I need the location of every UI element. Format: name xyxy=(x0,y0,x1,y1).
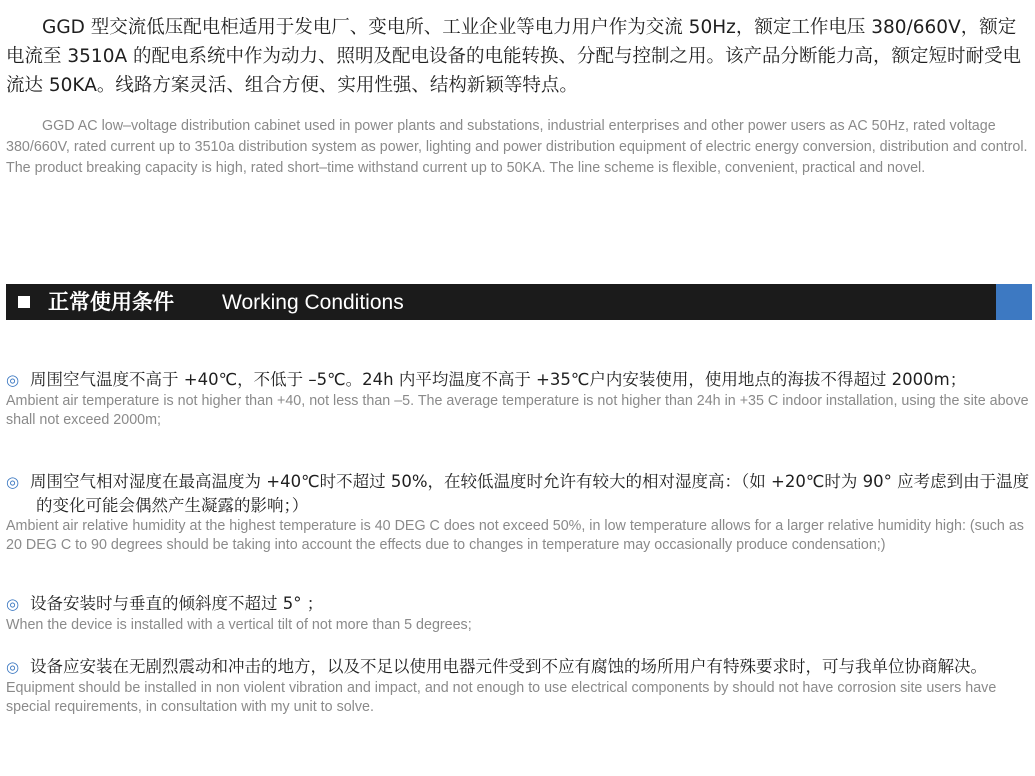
section-header xyxy=(6,284,1032,320)
condition-cn-text: 设备应安装在无剧烈震动和冲击的地方，以及不足以使用电器元件受到不应有腐蚀的场所用户有特殊要求时，可与我单位协商解决。 xyxy=(30,657,987,676)
condition-cn-text: 设备安装时与垂直的倾斜度不超过 5° ； xyxy=(30,594,324,613)
condition-en: Equipment should be installed in non violent vibration and impact, and not enough to use electrical components by should not have corrosion site users have special requirements, in consultation with my unit to solve. xyxy=(6,680,997,715)
circle-bullet-icon: ◎ xyxy=(6,371,20,389)
condition-cn-text: 周围空气温度不高于 +40℃，不低于 –5℃。24h 内平均温度不高于 +35℃户内安装使用，使用地点的海拔不得超过 2000m； xyxy=(30,370,967,389)
condition-cn-text: 周围空气相对湿度在最高温度为 +40℃时不超过 50%，在较低温度时允许有较大的相对湿度高：（如 +20℃时为 90° 应考虑到由于温度的变化可能会偶然产生凝露的影响；） xyxy=(30,472,1030,515)
condition-cn xyxy=(6,655,1032,679)
condition-installation-site xyxy=(6,655,1032,717)
condition-cn xyxy=(6,470,1032,517)
intro-english-paragraph: GGD AC low–voltage distribution cabinet used in power plants and substations, industrial enterprises and other power users as AC 50Hz, rated voltage 380/660V, rated current up to 3510a distribution system as power, lighting and power distribution equipment of electric energy conversion, distribution and control. The product breaking capacity is high, rated short–time withstand current up to 50KA. The line scheme is flexible, convenient, practical and novel. xyxy=(6,118,1028,176)
square-bullet-icon xyxy=(18,296,30,308)
circle-bullet-icon: ◎ xyxy=(6,473,20,491)
condition-cn xyxy=(6,368,1032,392)
condition-tilt xyxy=(6,592,1032,635)
intro-chinese-paragraph: GGD 型交流低压配电柜适用于发电厂、变电所、工业企业等电力用户作为交流 50Hz，额定工作电压 380/660V，额定电流至 3510A 的配电系统中作为动力、照明及配电设备的电能转换、分配与控制之用。该产品分断能力高，额定短时耐受电流达 50KA。线路方案灵活、组合方便、实用性强、结构新颖等特点。 xyxy=(6,17,1022,96)
condition-temperature xyxy=(6,368,1032,430)
section-accent-block xyxy=(996,284,1032,320)
condition-en: Ambient air temperature is not higher than +40, not less than –5. The average temperature is not higher than 24h in +35 C indoor installation, using the site above shall not exceed 2000m; xyxy=(6,393,1029,428)
circle-bullet-icon: ◎ xyxy=(6,658,20,676)
section-title-chinese: 正常使用条件 xyxy=(48,290,174,314)
condition-humidity xyxy=(6,470,1032,555)
section-title-english: Working Conditions xyxy=(222,291,404,314)
circle-bullet-icon: ◎ xyxy=(6,595,20,613)
condition-en: When the device is installed with a vertical tilt of not more than 5 degrees; xyxy=(6,617,472,633)
condition-cn xyxy=(6,592,1032,616)
condition-en: Ambient air relative humidity at the highest temperature is 40 DEG C does not exceed 50%, in low temperature allows for a larger relative humidity high: (such as 20 DEG C to 90 degrees should be taking into account the effects due to changes in temperature may occasionally produce condensation;) xyxy=(6,518,1024,553)
